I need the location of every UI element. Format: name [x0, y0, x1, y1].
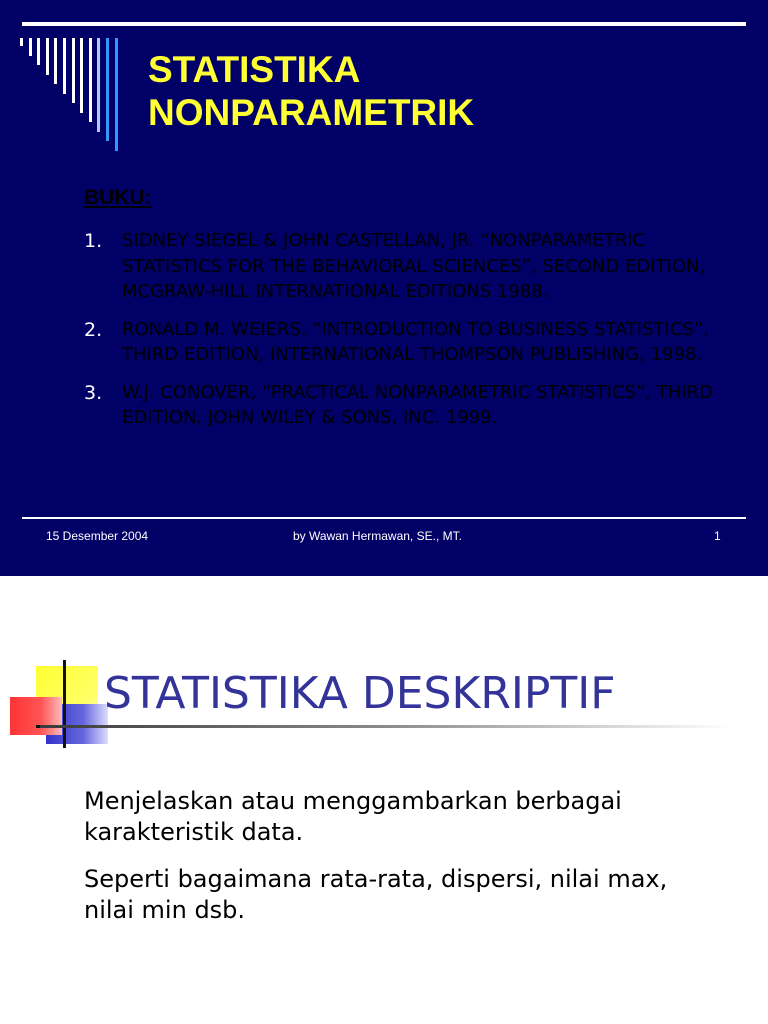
vertical-line: [63, 660, 66, 748]
book-item: [84, 228, 724, 305]
bottom-rule: [22, 517, 746, 519]
paragraph-1: Menjelaskan atau menggambarkan berbagai karakteristik data.: [84, 787, 622, 846]
paragraph-2: Seperti bagaimana rata-rata, dispersi, nilai max, nilai min dsb.: [84, 865, 668, 924]
book-item: [84, 317, 724, 368]
title-line-1: STATISTIKA: [148, 49, 361, 90]
book-number: 3.: [84, 381, 103, 404]
stripe-line: [72, 38, 75, 103]
stripe-line: [115, 38, 118, 151]
book-item: [84, 380, 724, 431]
stripe-line: [46, 38, 49, 75]
title-line-2: NONPARAMETRIK: [148, 92, 475, 133]
stripe-line: [80, 38, 83, 113]
stripe-line: [106, 38, 109, 141]
footer-author: by Wawan Hermawan, SE., MT.: [293, 529, 462, 543]
red-square: [10, 697, 62, 735]
footer-date: 15 Desember 2004: [46, 529, 149, 543]
stripe-line: [63, 38, 66, 94]
stripe-line: [54, 38, 57, 84]
slide-2-title: STATISTIKA DESKRIPTIF: [104, 668, 616, 719]
stripe-line: [97, 38, 100, 132]
stripe-line: [37, 38, 40, 65]
books-heading: BUKU:: [84, 186, 152, 209]
decorative-squares: [0, 576, 120, 756]
book-number: 2.: [84, 318, 103, 341]
stripe-line: [29, 38, 32, 56]
book-list: [84, 228, 724, 443]
slide-1-title: [148, 48, 474, 134]
slide-2: [0, 576, 768, 1024]
book-number: 1.: [84, 230, 103, 252]
title-underline: [40, 725, 730, 728]
stripe-line: [89, 38, 92, 122]
stripe-line: [20, 38, 23, 46]
decorative-stripes: [0, 0, 140, 160]
footer-page-number: 1: [714, 529, 721, 543]
book-text: SIDNEY SIEGEL & JOHN CASTELLAN, JR. “NONPARAMETRIC STATISTICS FOR THE BEHAVIORAL SCIENCES”, SECOND EDITION, MCGRAW-HILL INTERNATIONAL EDITIONS 1988.: [122, 230, 706, 302]
book-text: W.J. CONOVER, “PRACTICAL NONPARAMETRIC STATISTICS”, THIRD EDITION, JOHN WILEY & SONS, INC. 1999.: [122, 381, 713, 428]
book-text: RONALD M. WEIERS, “INTRODUCTION TO BUSINESS STATISTICS”, THIRD EDITION, INTERNATIONAL THOMPSON PUBLISHING, 1998.: [122, 318, 709, 365]
